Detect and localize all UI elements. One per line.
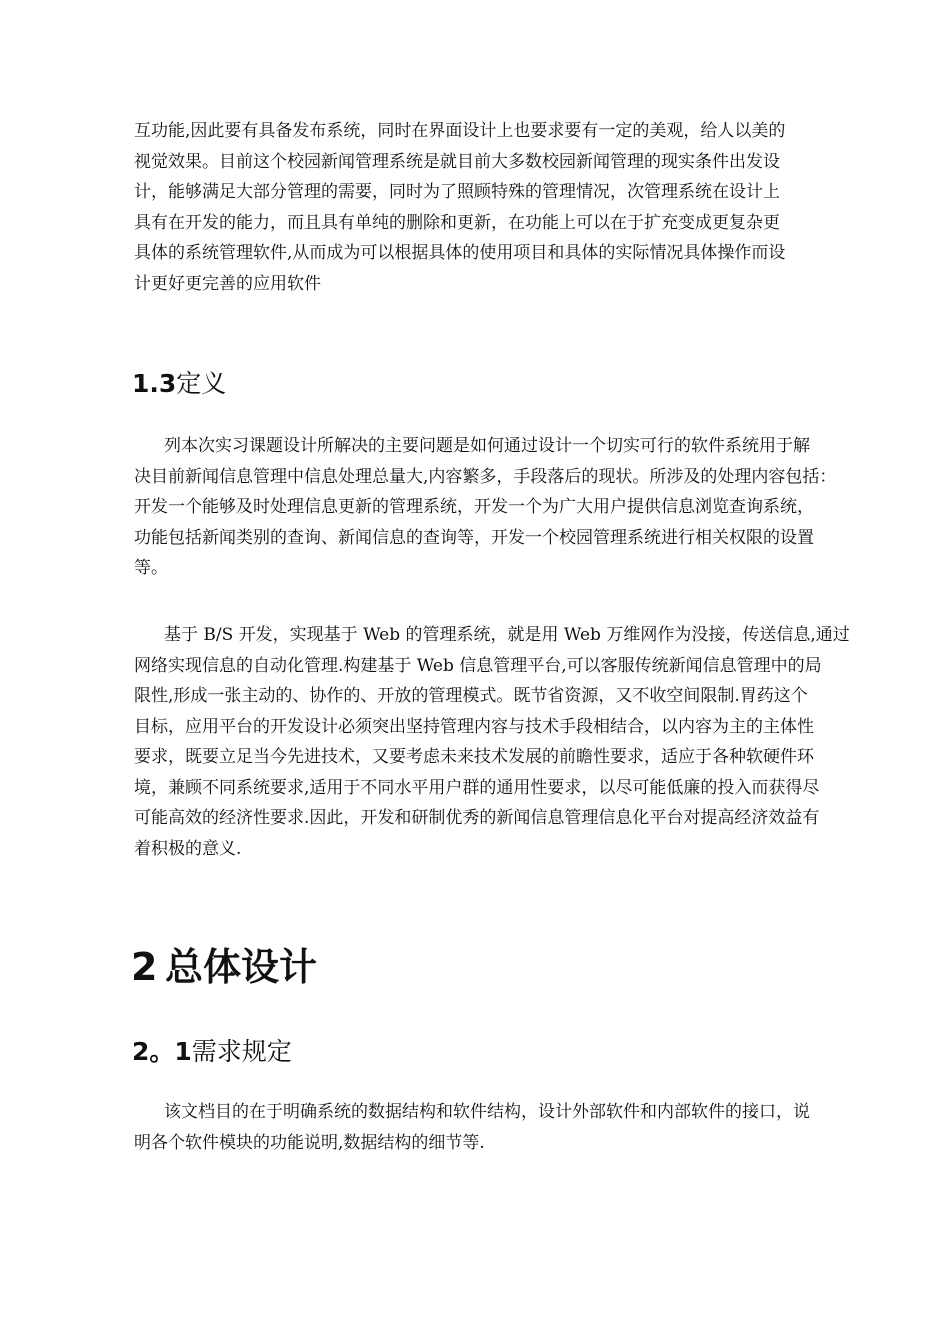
text-line: 功能包括新闻类别的查询、新闻信息的查询等，开发一个校园管理系统进行相关权限的设置 (134, 527, 814, 548)
text-line: 开发一个能够及时处理信息更新的管理系统，开发一个为广大用户提供信息浏览查询系统， (134, 497, 814, 517)
section-title: 定义 (176, 369, 227, 398)
text-line: 互功能,因此要有具备发布系统，同时在界面设计上也要求要有一定的美观，给人以美的 (134, 121, 786, 141)
text-line: 网络实现信息的自动化管理.构建基于 Web 信息管理平台,可以客服传统新闻信息管理中的局 (134, 655, 822, 676)
text-line: 基于 B/S 开发，实现基于 Web 的管理系统，就是用 Web 万维网作为没接，传送信息,通过 (164, 625, 850, 645)
section-heading-2-1 (132, 1032, 292, 1068)
section-number: 2。1 (132, 1037, 192, 1066)
requirements-paragraph (134, 1097, 824, 1158)
definition-paragraph-1 (134, 431, 837, 584)
text-line: 明各个软件模块的功能说明,数据结构的细节等. (134, 1132, 485, 1153)
section-heading-1-3 (132, 364, 226, 400)
section-title: 需求规定 (191, 1037, 292, 1066)
text-line: 具有在开发的能力，而且具有单纯的删除和更新，在功能上可以在于扩充变成更复杂更 (134, 212, 780, 233)
intro-paragraph (134, 116, 824, 299)
text-line: 可能高效的经济性要求.因此，开发和研制优秀的新闻信息管理信息化平台对提高经济效益有 (134, 808, 820, 828)
text-line: 计，能够满足大部分管理的需要，同时为了照顾特殊的管理情况，次管理系统在设计上 (134, 182, 780, 202)
text-line: 具体的系统管理软件,从而成为可以根据具体的使用项目和具体的实际情况具体操作而设 (134, 243, 786, 263)
text-line: 着积极的意义. (134, 838, 242, 859)
text-line: 限性,形成一张主动的、协作的、开放的管理模式。既节省资源，又不收空间限制.胃药这个 (134, 686, 808, 706)
text-line: 该文档目的在于明确系统的数据结构和软件结构，设计外部软件和内部软件的接口，说 (164, 1102, 810, 1122)
chapter-heading-2 (131, 936, 317, 991)
chapter-number: 2 (131, 945, 158, 989)
text-line: 计更好更完善的应用软件 (134, 273, 321, 294)
definition-paragraph-2 (134, 620, 850, 864)
text-line: 等。 (134, 558, 168, 578)
text-line: 要求，既要立足当今先进技术，又要考虑未来技术发展的前瞻性要求，适应于各种软硬件环 (134, 747, 814, 767)
text-line: 决目前新闻信息管理中信息处理总量大,内容繁多，手段落后的现状。所涉及的处理内容包括： (134, 466, 837, 487)
text-line: 列本次实习课题设计所解决的主要问题是如何通过设计一个切实可行的软件系统用于解 (164, 436, 810, 456)
section-number: 1.3 (132, 369, 177, 398)
text-line: 境，兼顾不同系统要求,适用于不同水平用户群的通用性要求，以尽可能低廉的投入而获得尽 (134, 777, 820, 798)
chapter-title: 总体设计 (165, 945, 318, 989)
text-line: 目标，应用平台的开发设计必须突出坚持管理内容与技术手段相结合，以内容为主的主体性 (134, 716, 814, 737)
text-line: 视觉效果。目前这个校园新闻管理系统是就目前大多数校园新闻管理的现实条件出发设 (134, 151, 780, 172)
